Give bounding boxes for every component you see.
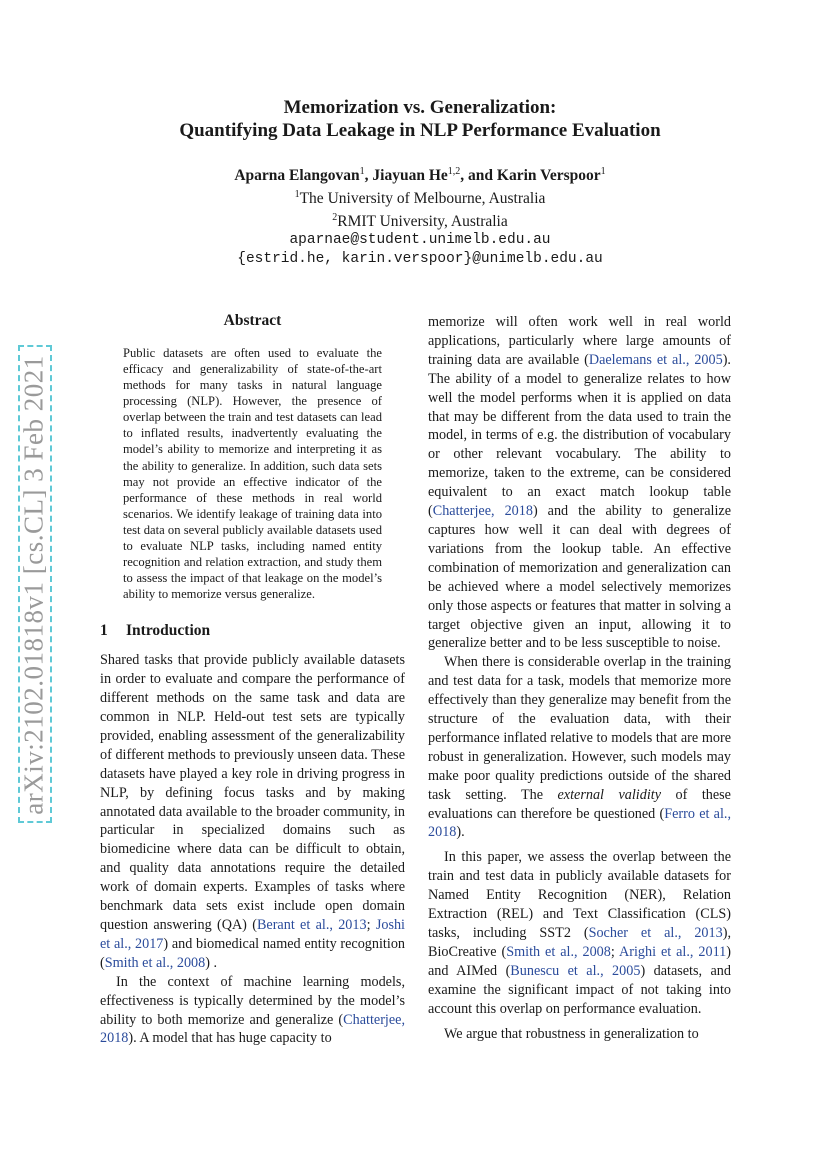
text-run: ; bbox=[610, 943, 619, 960]
citation-link[interactable]: Arighi et al., 2011 bbox=[618, 943, 727, 960]
right-paragraph-1 bbox=[428, 313, 731, 653]
author-list bbox=[100, 166, 740, 185]
text-run: In this paper, we assess the overlap between the train and test data in publicly available datasets for Named Entity Recognition (NER), Relation Extraction (REL) and Text Classification (CLS) tasks, including SST2 ( bbox=[428, 849, 731, 941]
section-title: Introduction bbox=[126, 622, 211, 640]
affiliation-1-text: The University of Melbourne, Australia bbox=[299, 190, 546, 208]
text-run: ) and the ability to generalize captures how well it can deal with degrees of variations from the lookup table. An effective combination of memorization and generalization can be achieved where a model selectively memorizes only those aspects or features that matter in solving a target objective given an input, allowing it to generalize better and to be less susceptible to noise. bbox=[428, 503, 731, 652]
text-run: ) and biomedical named entity recognition ( bbox=[100, 935, 406, 971]
author-3-sup: 1 bbox=[600, 166, 606, 177]
abstract-text: Public datasets are often used to evaluate the efficacy and generalizability of state-of-the-art methods for many tasks in natural language processing (NLP). However, the presence of overlap between the train and test datasets can lead to inflated results, inadvertently evaluating the model’s ability to memorize and interpreting it as the ability to generalize. In addition, such data sets may not provide an effective indicator of the performance of these methods in real world scenarios. We identify leakage of training data into test data on several publicly available datasets used to evaluate NLP tasks, including named entity recognition and relation extraction, and study them to assess the impact of that leakage on the model’s ability to memorize versus generalize. bbox=[123, 345, 382, 602]
emphasis-text: external validity bbox=[557, 786, 662, 803]
left-column bbox=[100, 312, 405, 1048]
email-2: {estrid.he, karin.verspoor}@unimelb.edu.au bbox=[237, 251, 603, 268]
section-number: 1 bbox=[100, 622, 108, 640]
abstract-heading: Abstract bbox=[223, 312, 282, 329]
citation-link[interactable]: Smith et al., 2008 bbox=[104, 954, 206, 971]
text-run: ) and AIMed ( bbox=[428, 943, 731, 979]
citation-link[interactable]: Daelemans et al., 2005 bbox=[588, 351, 723, 368]
text-run: ) datasets, and examine the significant impact of not taking into account this overlap on performance evaluation. bbox=[428, 962, 731, 1017]
author-sep-1: , bbox=[364, 167, 373, 185]
right-paragraph-2 bbox=[428, 653, 731, 842]
citation-link[interactable]: Chatterjee, 2018 bbox=[432, 503, 533, 520]
author-2: Jiayuan He bbox=[372, 167, 448, 185]
citation-link[interactable]: Joshi et al., 2017 bbox=[100, 917, 405, 952]
arxiv-identifier bbox=[14, 345, 54, 825]
citation-link[interactable]: Socher et al., 2013 bbox=[588, 925, 723, 941]
paper-title bbox=[100, 96, 740, 142]
text-run: When there is considerable overlap in the training and test data for a task, models that memorize more effectively than they generalize may benefit from the structure of the evaluation data, with their performance inflated relative to models that are more robust in generalization. However, such models may make poor quality predictions outside of the shared task setting. The bbox=[428, 654, 731, 803]
citation-link[interactable]: Ferro et al., 2018 bbox=[428, 805, 731, 841]
text-run: ; bbox=[366, 917, 376, 933]
citation-link[interactable]: Smith et al., 2008 bbox=[506, 943, 611, 960]
author-1: Aparna Elangovan bbox=[234, 167, 360, 185]
text-run: ). bbox=[456, 824, 465, 841]
section-heading-introduction bbox=[100, 622, 405, 641]
text-run: ). A model that has huge capacity to bbox=[128, 1030, 332, 1047]
text-run: ), BioCreative ( bbox=[428, 925, 731, 960]
intro-paragraph-1 bbox=[100, 651, 405, 972]
affiliation-1-sup: 1 bbox=[294, 189, 300, 201]
title-line-2: Quantifying Data Leakage in NLP Performance Evaluation bbox=[179, 120, 661, 141]
citation-link[interactable]: Bunescu et al., 2005 bbox=[510, 962, 641, 979]
author-2-sup: 1,2 bbox=[447, 166, 461, 177]
text-run: memorize will often work well in real world applications, particularly where large amounts of training data are available ( bbox=[428, 314, 731, 368]
arxiv-id-text: arXiv:2102.01818v1 [cs.CL] 3 Feb 2021 bbox=[18, 355, 49, 815]
text-run: ) . bbox=[205, 954, 218, 971]
affiliation-2-sup: 2 bbox=[332, 212, 338, 224]
text-run: ). The ability of a model to generalize relates to how well the model performs when it is applied on data that may be different from the data used to train the model, in terms of e.g. the distribution of vocabulary or other relevant vocabulary. The ability to memorize, taken to the extreme, can be considered equivalent to an exact match lookup table ( bbox=[428, 351, 731, 520]
author-block bbox=[100, 166, 740, 269]
citation-link[interactable]: Chatterjee, 2018 bbox=[100, 1011, 405, 1047]
affiliation-2-text: RMIT University, Australia bbox=[337, 213, 508, 231]
title-line-1: Memorization vs. Generalization: bbox=[283, 97, 557, 118]
text-run: of these evaluations can therefore be questioned ( bbox=[428, 786, 731, 822]
citation-link[interactable]: Berant et al., 2013 bbox=[256, 917, 367, 933]
text-run: In the context of machine learning models, effectiveness is typically determined by the model’s ability to both memorize and generalize ( bbox=[100, 973, 405, 1028]
right-paragraph-4: We argue that robustness in generalization to bbox=[444, 1025, 699, 1042]
author-3: Karin Verspoor bbox=[496, 167, 601, 185]
intro-paragraph-2 bbox=[100, 973, 405, 1049]
right-paragraph-3 bbox=[428, 848, 731, 1018]
author-sep-2: , and bbox=[460, 167, 497, 185]
affiliation-1 bbox=[100, 185, 740, 208]
text-run: Shared tasks that provide publicly available datasets in order to evaluate and compare the performance of different methods on the same task and data are common in NLP. Held-out test sets are typically provided, enabling assessment of the generalizability of different methods to previously unseen data. These datasets have played a key role in driving progress in NLP, by defining focus tasks and by making annotated data available to the broader community, in particular in specialized domains such as biomedicine where data can be difficult to obtain, and quality data annotations require the detailed work of domain experts. Examples of tasks where benchmark data sets exist include open domain question answering (QA) ( bbox=[100, 652, 405, 933]
right-column bbox=[428, 313, 731, 1043]
author-1-sup: 1 bbox=[359, 166, 365, 177]
email-1: aparnae@student.unimelb.edu.au bbox=[289, 232, 551, 249]
affiliation-2 bbox=[100, 208, 740, 231]
